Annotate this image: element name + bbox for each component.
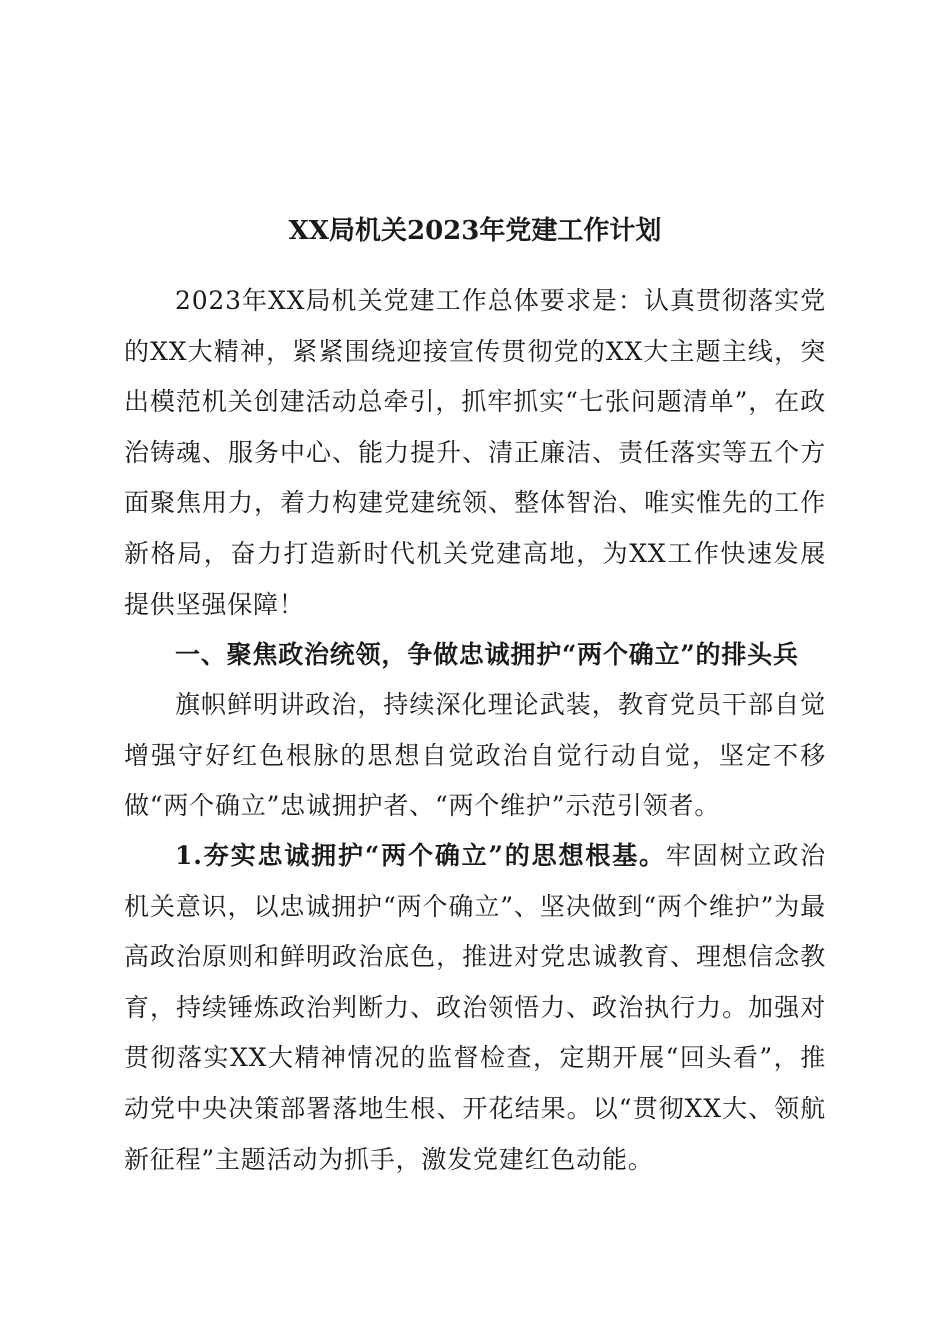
intro-paragraph: [124, 276, 826, 630]
item-1-lead: 1.夯实忠诚拥护“两个确立”的思想根基。: [175, 841, 666, 870]
intro-text: 2023年XX局机关党建工作总体要求是：认真贯彻落实党的XX大精神，紧紧围绕迎接宣传贯彻党的XX大主题主线，突出模范机关创建活动总牵引，抓牢抓实“七张问题清单”，在政治铸魂、服务中心、能力提升、清正廉洁、责任落实等五个方面聚焦用力，着力构建党建统领、整体智治、唯实惟先的工作新格局，奋力打造新时代机关党建高地，为XX工作快速发展提供坚强保障！: [124, 286, 826, 619]
item-1-body: 牢固树立政治机关意识，以忠诚拥护“两个确立”、坚决做到“两个维护”为最高政治原则和鲜明政治底色，推进对党忠诚教育、理想信念教育，持续锤炼政治判断力、政治领悟力、政治执行力。加强对贯彻落实XX大精神情况的监督检查，定期开展“回头看”，推动党中央决策部署落地生根、开花结果。以“贯彻XX大、领航新征程”主题活动为抓手，激发党建红色动能。: [124, 841, 826, 1174]
document-title: XX局机关2023年党建工作计划: [288, 216, 662, 246]
item-1-paragraph: [124, 831, 826, 1185]
section-1-heading-text: 一、聚焦政治统领，争做忠诚拥护“两个确立”的排头兵: [175, 640, 799, 669]
item-1-text: [124, 831, 826, 1185]
section-1-body: [124, 680, 826, 832]
section-1-body-text: 旗帜鲜明讲政治，持续深化理论武装，教育党员干部自觉增强守好红色根脉的思想自觉政治自觉行动自觉，坚定不移做“两个确立”忠诚拥护者、“两个维护”示范引领者。: [124, 690, 826, 821]
section-1-heading: [124, 630, 826, 681]
